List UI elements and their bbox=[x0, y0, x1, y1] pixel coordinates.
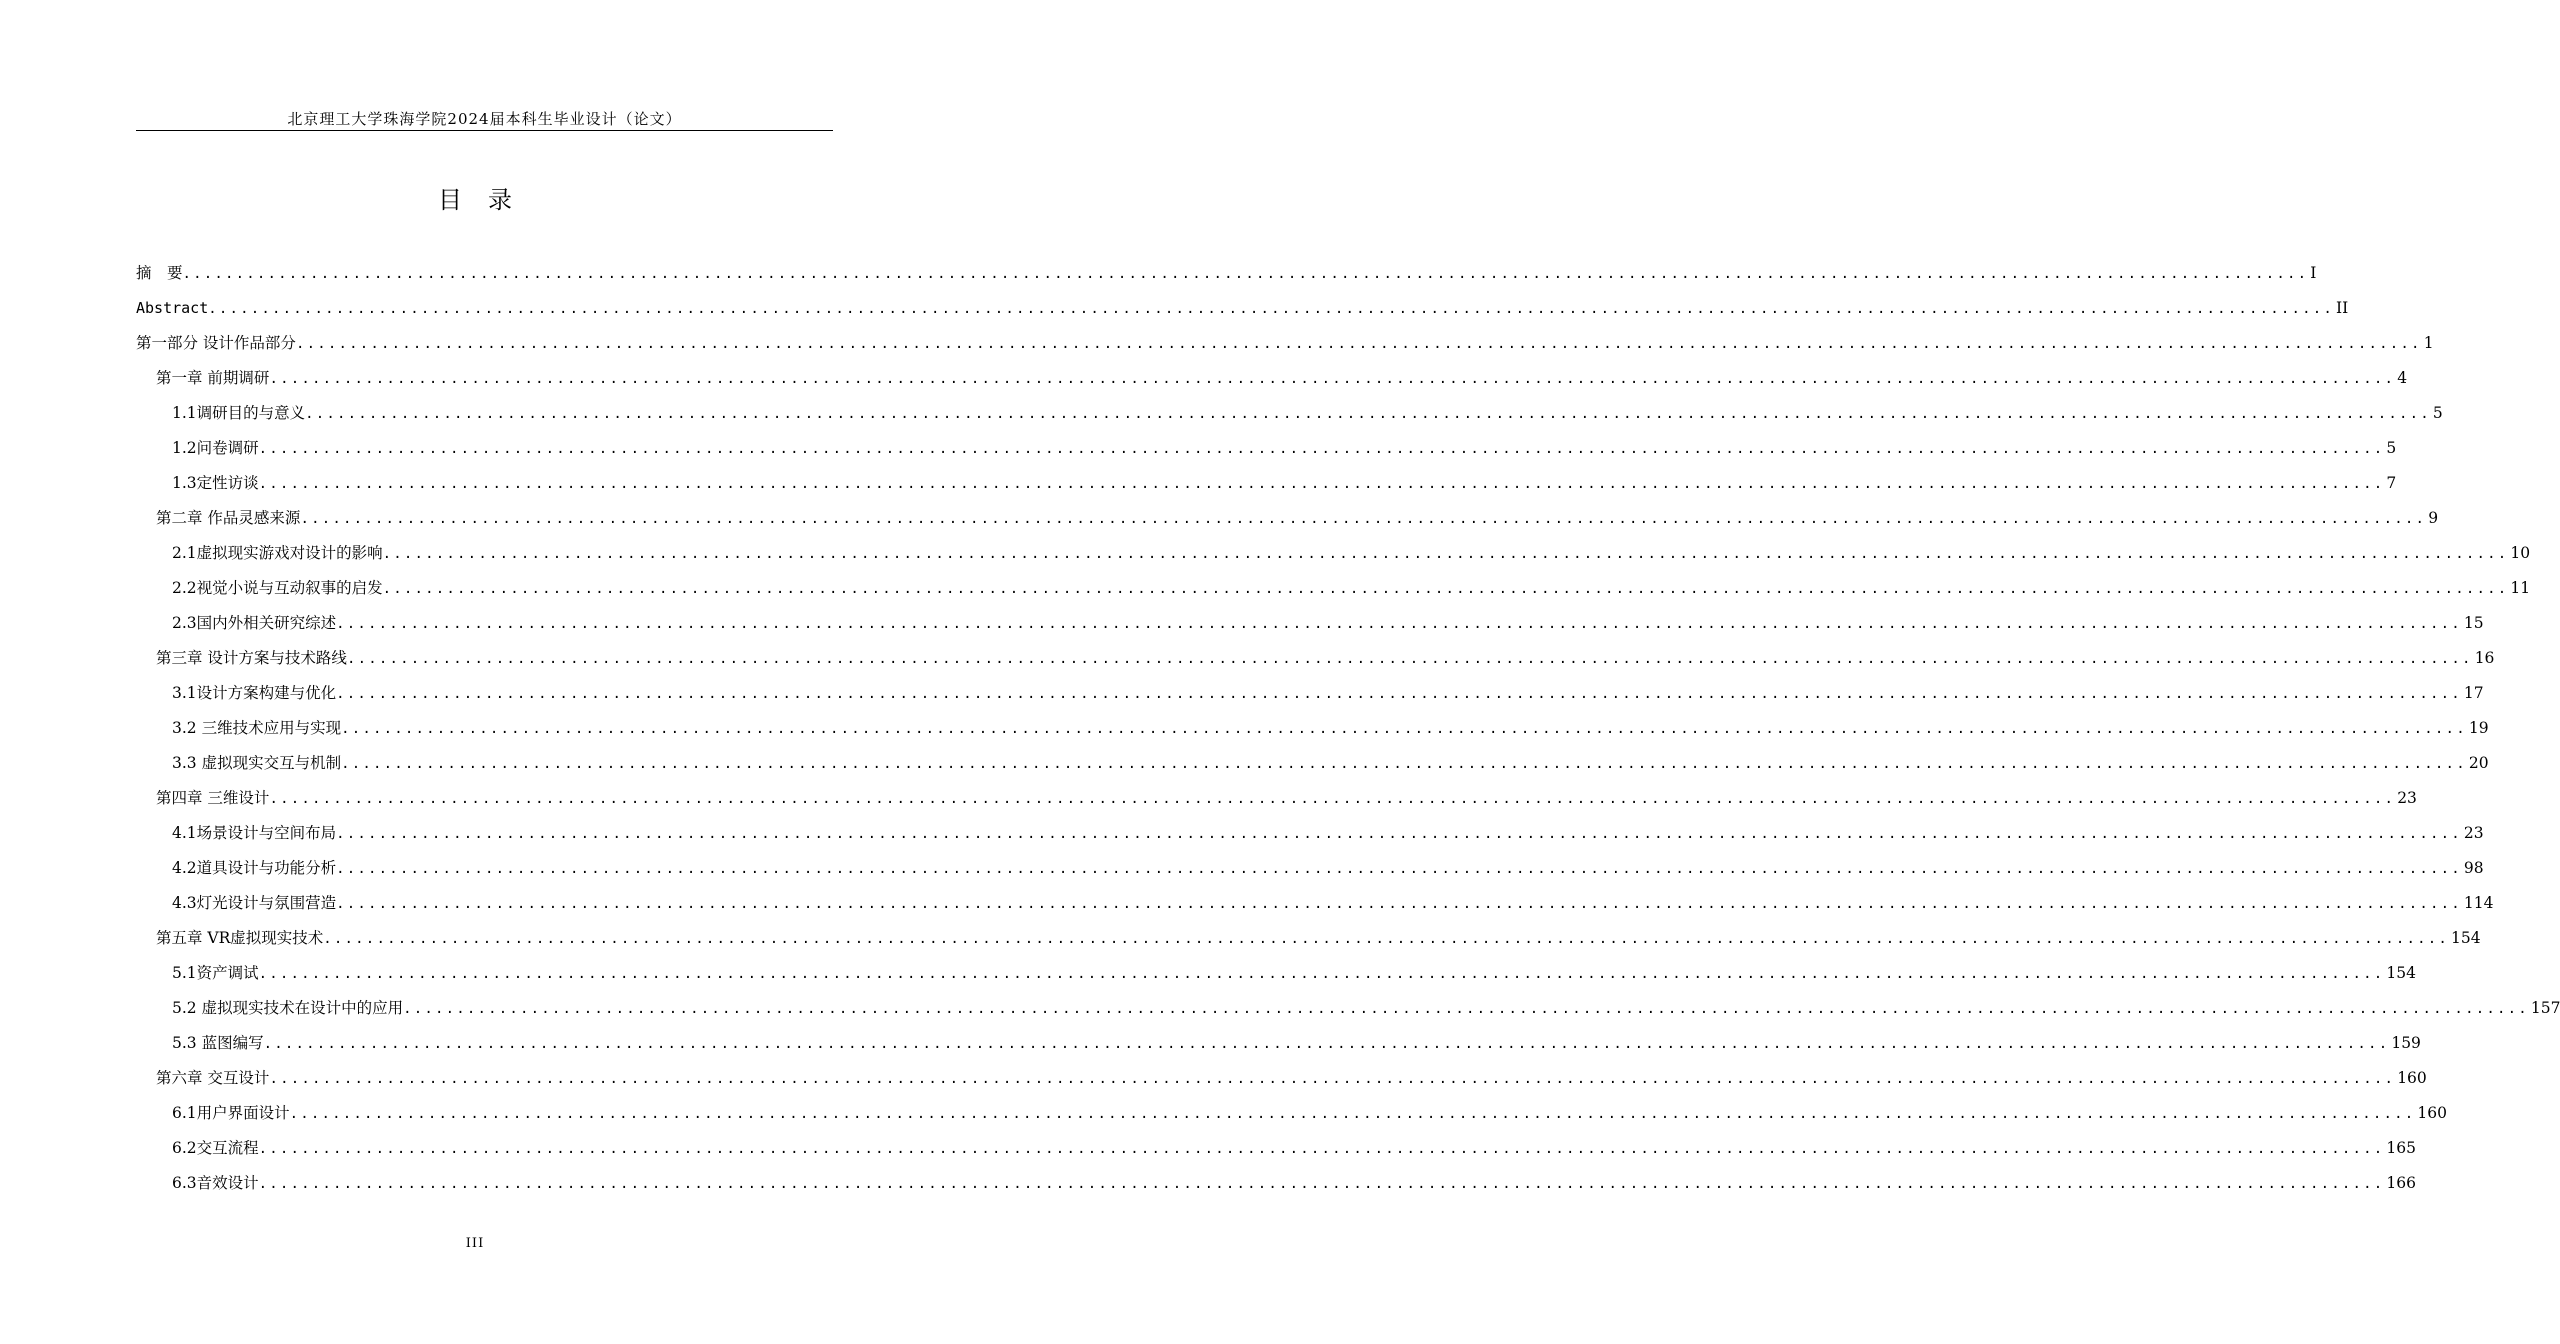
toc-leader: ........................................................................................................................................................................................................ bbox=[336, 861, 2462, 877]
toc-leader: ........................................................................................................................................................................................................ bbox=[289, 1106, 2416, 1122]
toc-entry-title: 2.1虚拟现实游戏对设计的影响 bbox=[172, 544, 383, 562]
toc-entry-title: 3.2 三维技术应用与实现 bbox=[172, 719, 342, 737]
toc-leader: ........................................................................................................................................................................................................ bbox=[346, 651, 2473, 667]
toc-entry-title: 6.3音效设计 bbox=[172, 1174, 259, 1192]
toc-entry-title: 5.1资产调试 bbox=[172, 964, 259, 982]
toc-entry[interactable] bbox=[156, 784, 2417, 812]
toc-entry-page: 23 bbox=[2463, 824, 2484, 842]
toc-leader: ........................................................................................................................................................................................................ bbox=[269, 371, 2396, 387]
toc-entry-title: Abstract bbox=[136, 299, 209, 317]
toc-entry[interactable] bbox=[172, 539, 2531, 567]
toc-entry-title: 1.2问卷调研 bbox=[172, 439, 259, 457]
toc-leader: ........................................................................................................................................................................................................ bbox=[295, 336, 2422, 352]
toc-entry-title: 4.3灯光设计与氛围营造 bbox=[172, 894, 337, 912]
toc-entry[interactable] bbox=[172, 1169, 2416, 1197]
toc-entry[interactable] bbox=[156, 924, 2481, 952]
toc-entry-title: 第六章 交互设计 bbox=[156, 1069, 270, 1087]
toc-entry-title: 摘 要 bbox=[136, 264, 183, 282]
toc-leader: ........................................................................................................................................................................................................ bbox=[269, 791, 2396, 807]
toc-leader: ........................................................................................................................................................................................................ bbox=[258, 441, 2385, 457]
toc-leader: ........................................................................................................................................................................................................ bbox=[258, 476, 2385, 492]
toc-entry[interactable] bbox=[156, 1064, 2427, 1092]
toc-entry-title: 第四章 三维设计 bbox=[156, 789, 270, 807]
toc-leader: ........................................................................................................................................................................................................ bbox=[403, 1001, 2529, 1017]
toc-entry-page: 5 bbox=[2432, 404, 2443, 422]
toc-entry-title: 第一章 前期调研 bbox=[156, 369, 270, 387]
toc-entry-title: 2.2视觉小说与互动叙事的启发 bbox=[172, 579, 383, 597]
toc-entry[interactable] bbox=[172, 574, 2531, 602]
toc-entry[interactable] bbox=[172, 959, 2416, 987]
toc-entry[interactable] bbox=[156, 644, 2495, 672]
toc-entry-title: 5.2 虚拟现实技术在设计中的应用 bbox=[172, 999, 404, 1017]
toc-entry[interactable] bbox=[156, 504, 2439, 532]
toc-entry-page: 160 bbox=[2397, 1069, 2427, 1087]
toc-entry[interactable] bbox=[156, 364, 2408, 392]
toc-entry-title: 1.1调研目的与意义 bbox=[172, 404, 306, 422]
toc-entry-page: 19 bbox=[2468, 719, 2489, 737]
toc-entry[interactable] bbox=[172, 854, 2484, 882]
toc-entry[interactable] bbox=[172, 994, 2560, 1022]
toc-entry-page: 166 bbox=[2386, 1174, 2416, 1192]
toc-entry[interactable] bbox=[172, 1134, 2416, 1162]
toc-entry[interactable] bbox=[172, 609, 2484, 637]
toc-entry-page: 159 bbox=[2391, 1034, 2421, 1052]
toc-leader: ........................................................................................................................................................................................................ bbox=[263, 1036, 2390, 1052]
toc-entry-page: 11 bbox=[2510, 579, 2531, 597]
toc-leader: ........................................................................................................................................................................................................ bbox=[341, 721, 2467, 737]
toc-entry[interactable] bbox=[172, 749, 2489, 777]
toc-leader: ........................................................................................................................................................................................................ bbox=[258, 1141, 2385, 1157]
toc-entry-page: 17 bbox=[2463, 684, 2484, 702]
toc-entry-page: II bbox=[2336, 299, 2349, 317]
header-rule bbox=[136, 130, 833, 131]
toc-entry-title: 6.2交互流程 bbox=[172, 1139, 259, 1157]
toc-entry[interactable] bbox=[172, 714, 2489, 742]
toc-entry-page: 114 bbox=[2463, 894, 2494, 912]
toc-entry-page: 154 bbox=[2451, 929, 2481, 947]
toc-leader: ........................................................................................................................................................................................................ bbox=[382, 581, 2509, 597]
toc-entry[interactable] bbox=[136, 329, 2434, 357]
toc-entry-page: 157 bbox=[2530, 999, 2560, 1017]
toc-entry[interactable] bbox=[172, 399, 2443, 427]
page-number: III bbox=[465, 1236, 485, 1251]
toc-entry-page: 23 bbox=[2397, 789, 2417, 807]
toc-leader: ........................................................................................................................................................................................................ bbox=[336, 826, 2462, 842]
toc-leader: ........................................................................................................................................................................................................ bbox=[305, 406, 2431, 422]
toc-leader: ........................................................................................................................................................................................................ bbox=[258, 966, 2385, 982]
toc-entry-title: 第三章 设计方案与技术路线 bbox=[156, 649, 347, 667]
toc-entry[interactable] bbox=[172, 1099, 2447, 1127]
toc-entry-page: 7 bbox=[2386, 474, 2397, 492]
toc-leader: ........................................................................................................................................................................................................ bbox=[336, 686, 2462, 702]
toc-leader: ........................................................................................................................................................................................................ bbox=[336, 896, 2462, 912]
toc-entry-page: I bbox=[2310, 264, 2317, 282]
toc-entry-title: 第二章 作品灵感来源 bbox=[156, 509, 301, 527]
toc-entry-page: 5 bbox=[2386, 439, 2397, 457]
toc-leader: ........................................................................................................................................................................................................ bbox=[269, 1071, 2396, 1087]
toc-leader: ........................................................................................................................................................................................................ bbox=[341, 756, 2467, 772]
toc-entry-page: 160 bbox=[2417, 1104, 2447, 1122]
toc-entry-title: 6.1用户界面设计 bbox=[172, 1104, 290, 1122]
toc-entry[interactable] bbox=[172, 469, 2397, 497]
toc-entry[interactable] bbox=[172, 819, 2484, 847]
toc-leader: ........................................................................................................................................................................................................ bbox=[336, 616, 2462, 632]
toc-leader: ........................................................................................................................................................................................................ bbox=[258, 1176, 2385, 1192]
toc-leader: ........................................................................................................................................................................................................ bbox=[300, 511, 2427, 527]
toc-entry-page: 16 bbox=[2474, 649, 2495, 667]
toc-entry-title: 4.1场景设计与空间布局 bbox=[172, 824, 337, 842]
toc-entry[interactable] bbox=[136, 294, 2349, 322]
toc-leader: ........................................................................................................................................................................................................ bbox=[323, 931, 2450, 947]
toc-leader: ........................................................................................................................................................................................................ bbox=[208, 301, 2334, 317]
toc-entry-page: 154 bbox=[2386, 964, 2416, 982]
running-header: 北京理工大学珠海学院2024届本科生毕业设计（论文） bbox=[287, 110, 682, 128]
toc-entry-title: 第五章 VR虚拟现实技术 bbox=[156, 929, 324, 947]
toc-entry[interactable] bbox=[172, 1029, 2421, 1057]
toc-entry-title: 2.3国内外相关研究综述 bbox=[172, 614, 337, 632]
toc-entry-title: 3.1设计方案构建与优化 bbox=[172, 684, 337, 702]
toc-entry[interactable] bbox=[172, 679, 2484, 707]
toc-leader: ........................................................................................................................................................................................................ bbox=[182, 266, 2309, 282]
toc-entry[interactable] bbox=[172, 889, 2494, 917]
page-title: 目录 bbox=[438, 186, 538, 214]
toc-entry-page: 4 bbox=[2397, 369, 2408, 387]
toc-entry-title: 4.2道具设计与功能分析 bbox=[172, 859, 337, 877]
toc-entry-page: 10 bbox=[2510, 544, 2531, 562]
toc-entry-page: 9 bbox=[2428, 509, 2439, 527]
toc-entry-page: 165 bbox=[2386, 1139, 2416, 1157]
toc-entry[interactable] bbox=[172, 434, 2397, 462]
toc-entry-title: 5.3 蓝图编写 bbox=[172, 1034, 264, 1052]
toc-entry[interactable] bbox=[136, 259, 2317, 287]
toc-entry-page: 1 bbox=[2423, 334, 2434, 352]
toc-leader: ........................................................................................................................................................................................................ bbox=[382, 546, 2509, 562]
toc-entry-title: 第一部分 设计作品部分 bbox=[136, 334, 296, 352]
toc-entry-title: 3.3 虚拟现实交互与机制 bbox=[172, 754, 342, 772]
toc-entry-title: 1.3定性访谈 bbox=[172, 474, 259, 492]
toc-entry-page: 98 bbox=[2463, 859, 2484, 877]
toc-entry-page: 20 bbox=[2468, 754, 2489, 772]
toc-entry-page: 15 bbox=[2463, 614, 2484, 632]
